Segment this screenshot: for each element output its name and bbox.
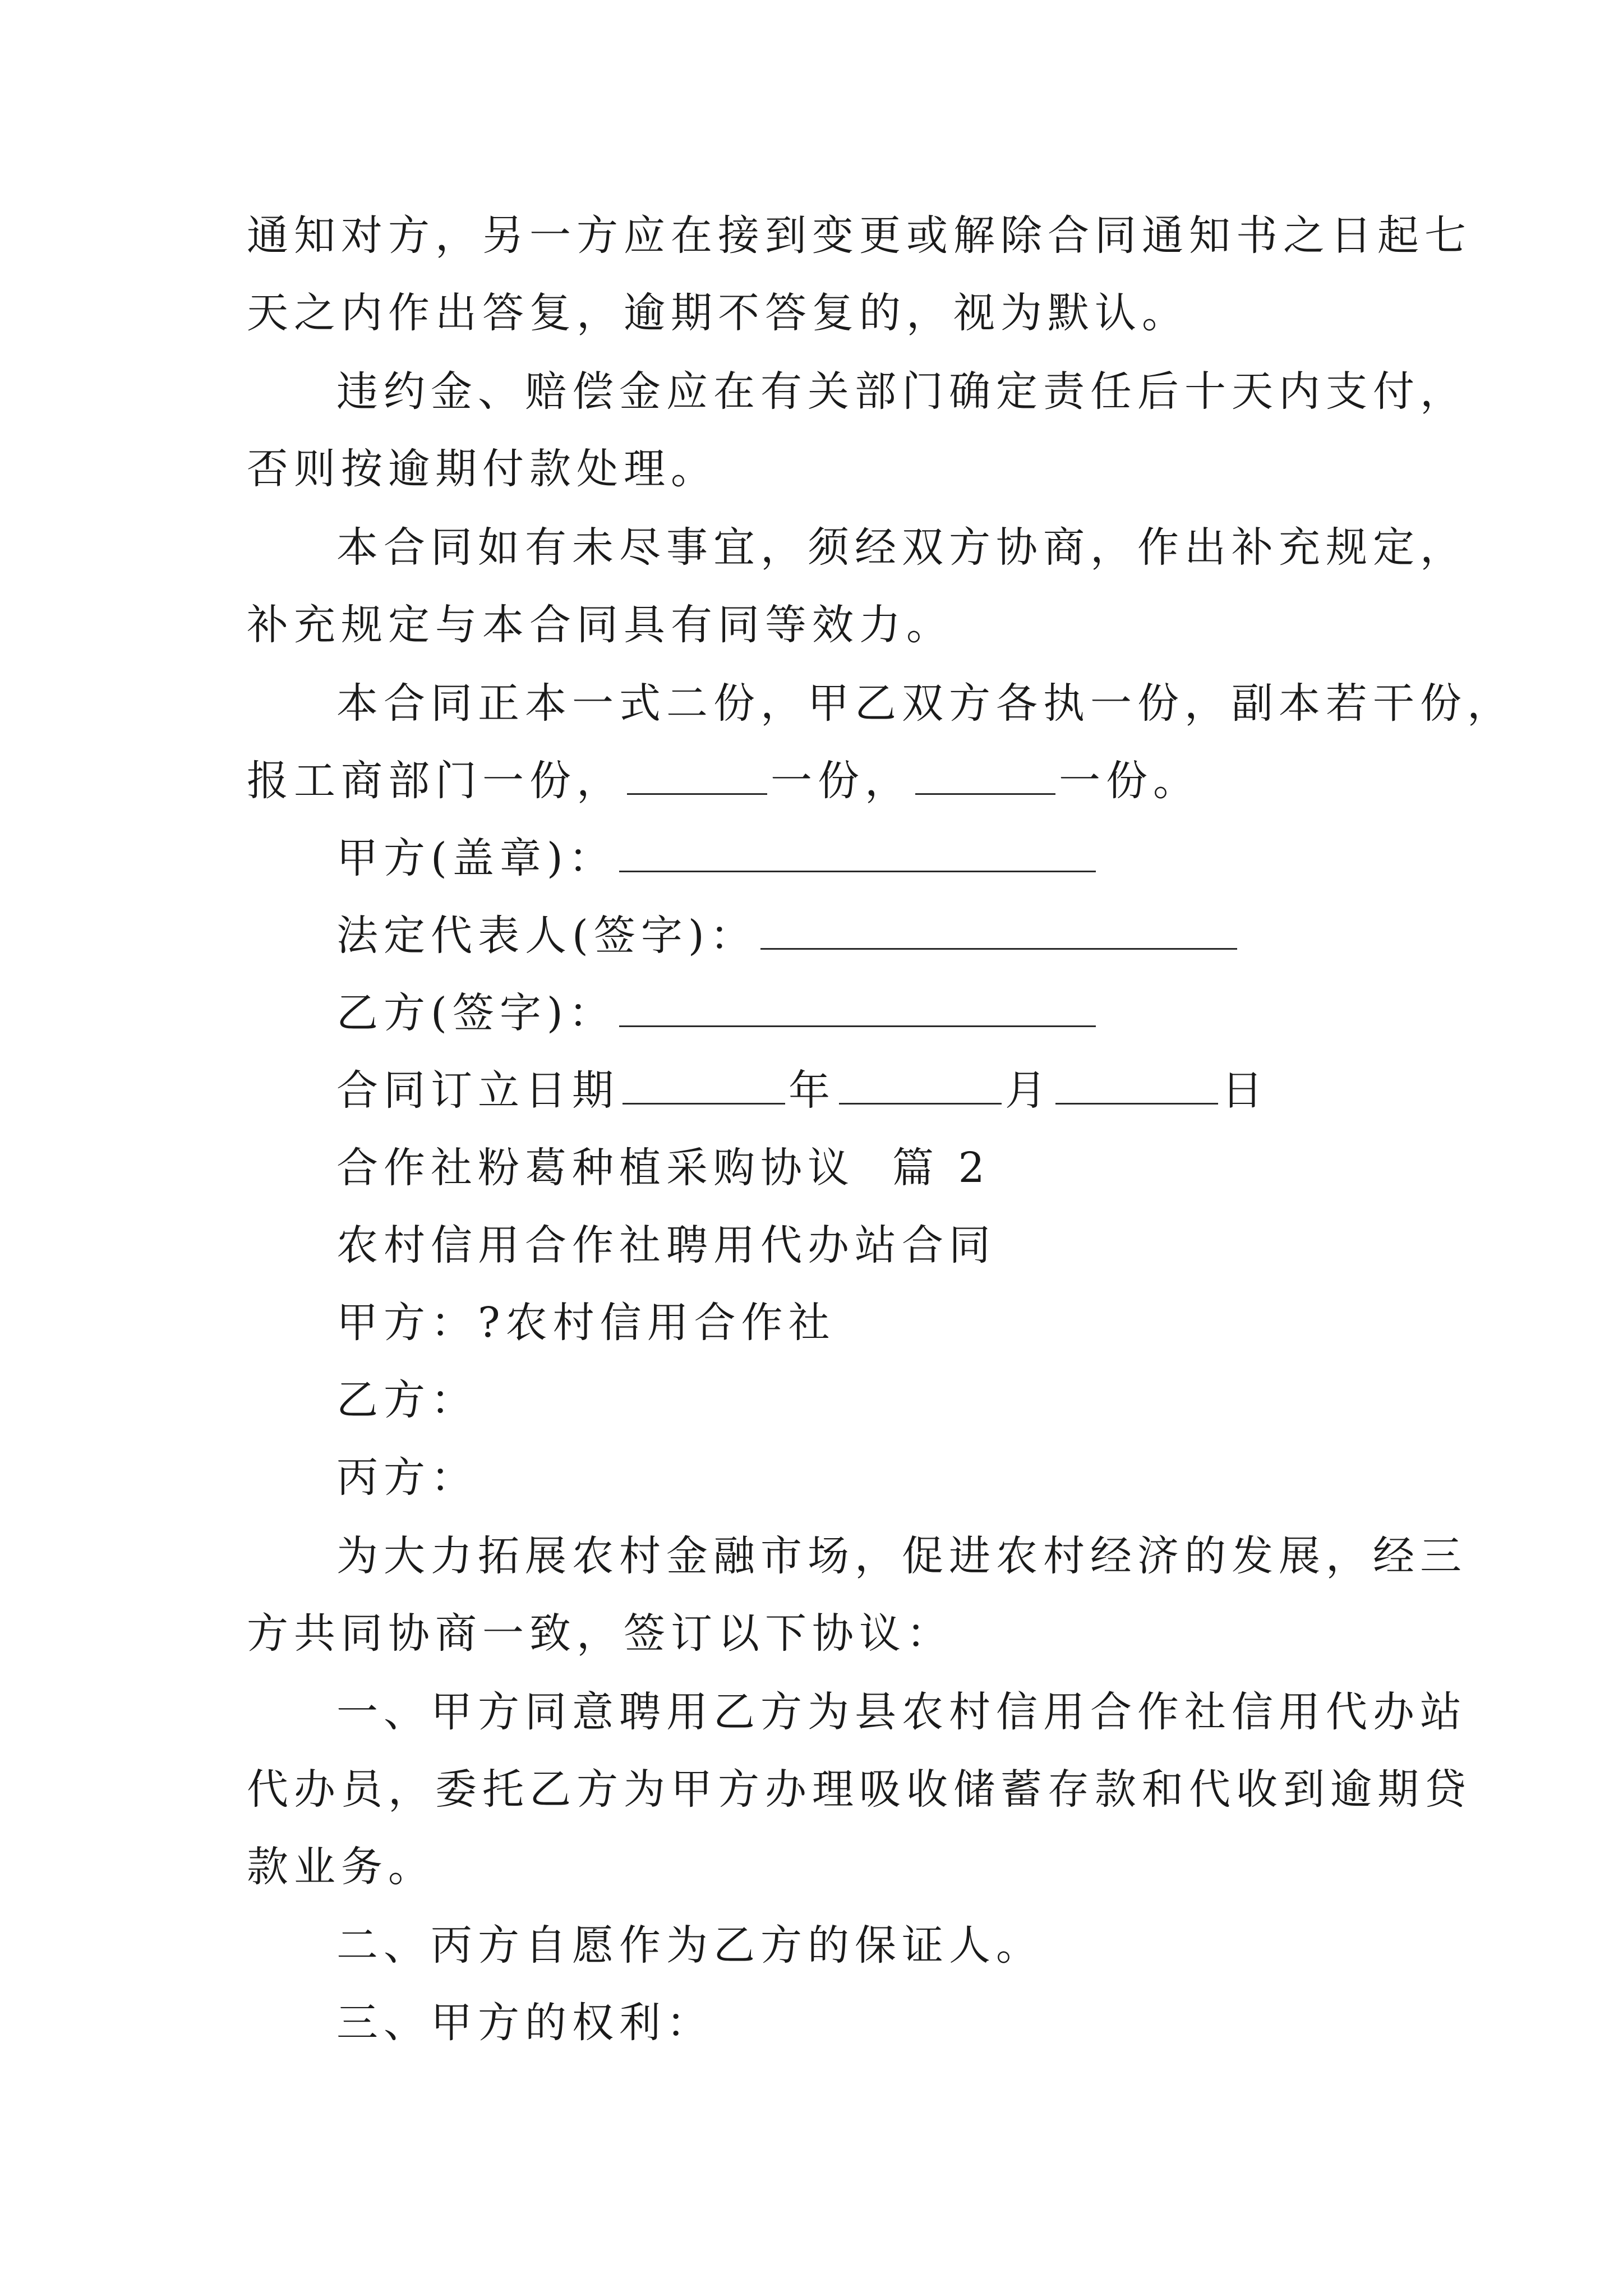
legal-rep-label: 法定代表人(签字)： [336,912,757,960]
signature-line-party-a [336,827,1402,889]
party-a-seal-label: 甲方(盖章)： [336,834,616,882]
line-text: 天之内作出答复，逾期不答复的，视为默认。 [247,289,1189,337]
blank-line [839,1064,1002,1105]
paragraph-line [336,1681,1467,1743]
signature-line-party-b [336,982,1402,1044]
copies-prefix: 报工商部门一份， [247,757,624,805]
copies-suffix: 一份。 [1059,757,1200,805]
party-c-line [336,1447,1402,1508]
date-label: 合同订立日期 [336,1066,619,1115]
blank-line [760,909,1237,950]
date-day: 日 [1221,1066,1269,1115]
line-text: 违约金、赔偿金应在有关部门确定责任后十天内支付， [336,367,1467,416]
line-text: 二、丙方自愿作为乙方的保证人。 [336,1921,1043,1970]
paragraph-line [247,594,1380,656]
line-text: 通知对方，另一方应在接到变更或解除合同通知书之日起七 [247,211,1472,260]
signature-line-legal-rep [336,905,1402,967]
contract-title [336,1214,1402,1276]
paragraph-line [247,1603,1380,1664]
blank-line [619,831,1096,872]
line-text: 方共同协商一致，签订以下协议： [247,1609,953,1658]
paragraph-line [247,438,1380,500]
line-text: 本合同正本一式二份，甲乙双方各执一份，副本若干份， [336,679,1514,728]
date-year: 年 [789,1066,836,1115]
line-text: 款业务。 [247,1843,435,1891]
blank-line [627,754,767,795]
blank-line [623,1064,785,1105]
paragraph-line [336,673,1514,734]
line-text: 本合同如有未尽事宜，须经双方协商，作出补充规定， [336,523,1467,572]
paragraph-line [336,517,1467,578]
paragraph-line [336,1992,1402,2054]
copies-mid: 一份， [771,757,912,805]
line-text: 补充规定与本合同具有同等效力。 [247,601,953,649]
paragraph-line [247,1759,1472,1820]
party-a-line [336,1292,1402,1354]
party-b-sign-label: 乙方(签字)： [336,989,616,1037]
party-c-text: 丙方： [336,1453,478,1502]
line-text: 为大力拓展农村金融市场，促进农村经济的发展，经三 [336,1532,1467,1580]
copies-line [247,750,1380,812]
line-text: 三、甲方的权利： [336,1999,713,2047]
paragraph-line [247,282,1380,344]
paragraph-line [336,1915,1402,1976]
blank-line [1055,1064,1218,1105]
blank-line [915,754,1055,795]
party-a-text: 甲方：?农村信用合作社 [336,1299,836,1347]
date-line [336,1060,1402,1121]
paragraph-line [336,361,1467,422]
party-b-line [336,1369,1402,1431]
section-title-text: 合作社粉葛种植采购协议 篇 2 [336,1144,990,1192]
line-text: 否则按逾期付款处理。 [247,445,718,493]
line-text: 代办员，委托乙方为甲方办理吸收储蓄存款和代收到逾期贷 [247,1765,1472,1814]
paragraph-line [336,1525,1467,1587]
contract-title-text: 农村信用合作社聘用代办站合同 [336,1221,996,1269]
section-title [336,1137,1402,1199]
party-b-text: 乙方： [336,1376,478,1424]
paragraph-line [247,205,1472,266]
blank-line [619,986,1096,1027]
date-month: 月 [1005,1066,1052,1115]
paragraph-line [247,1836,1380,1898]
line-text: 一、甲方同意聘用乙方为县农村信用合作社信用代办站 [336,1688,1467,1736]
